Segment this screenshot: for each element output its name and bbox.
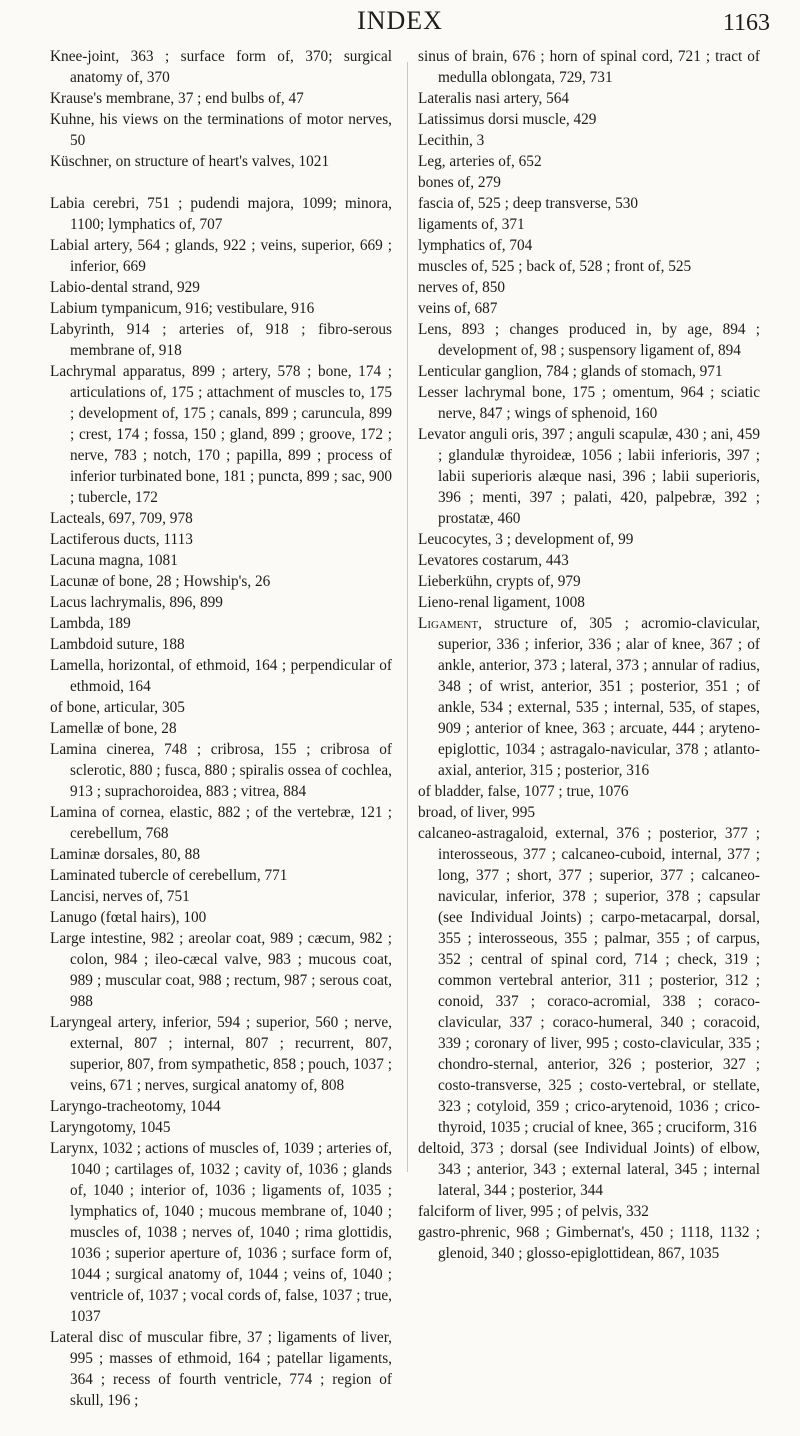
index-entry: bones of, 279: [418, 174, 501, 191]
index-entry: Lamella, horizontal, of ethmoid, 164 ; perpendicular of ethmoid, 164: [50, 657, 392, 695]
index-entry: Leucocytes, 3 ; development of, 99: [418, 531, 634, 548]
index-entry: Lamina cinerea, 748 ; cribrosa, 155 ; cribrosa of sclerotic, 880 ; fusca, 880 ; spiralis ossea of cochlea, 913 ; suprachoroidea, 883 ; vitrea, 884: [50, 741, 392, 800]
index-entry: of bone, articular, 305: [50, 699, 185, 716]
index-entry: Latissimus dorsi muscle, 429: [418, 111, 597, 128]
index-entry: broad, of liver, 995: [418, 804, 536, 821]
index-entry: Larynx, 1032 ; actions of muscles of, 1039 ; arteries of, 1040 ; cartilages of, 1032 ; cavity of, 1036 ; glands of, 1040 ; interior of, 1036 ; ligaments of, 1035 ; lymphatics of, 1040 ; mucous membrane of, 1040 ; muscles of, 1038 ; nerves of, 1040 ; rima glottidis, 1036 ; superior aperture of, 1036 ; surface form of, 1044 ; surgical anatomy of, 1044 ; veins of, 1040 ; ventricle of, 1037 ; vocal cords of, false, 1037 ; true, 1037: [50, 1140, 392, 1325]
index-entry: Large intestine, 982 ; areolar coat, 989 ; cæcum, 982 ; colon, 984 ; ileo-cæcal valve, 983 ; mucous coat, 989 ; muscular coat, 988 ; rectum, 987 ; serous coat, 988: [50, 930, 392, 1010]
index-entry: Labyrinth, 914 ; arteries of, 918 ; fibro-serous membrane of, 918: [50, 321, 392, 359]
ligament-heading: Ligament: [418, 615, 479, 632]
index-entry: Lacteals, 697, 709, 978: [50, 510, 193, 527]
index-entry: Laryngeal artery, inferior, 594 ; superior, 560 ; nerve, external, 807 ; internal, 807 ; recurrent, 807, superior, 807, from sympathetic, 858 ; pouch, 1037 ; veins, 671 ; nerves, surgical anatomy of, 808: [50, 1014, 392, 1094]
left-column: [50, 46, 392, 1411]
index-entry: Lancisi, nerves of, 751: [50, 888, 190, 905]
index-entry: Levator anguli oris, 397 ; anguli scapulæ, 430 ; ani, 459 ; glandulæ thyroideæ, 1056 ; labii inferioris, 397 ; labii superioris alæque nasi, 396 ; labii superioris, 396 ; menti, 397 ; palati, 420, palpebræ, 392 ; prostatæ, 460: [418, 426, 760, 527]
letter-gap: [50, 172, 392, 193]
right-column: [418, 46, 760, 1264]
index-entry: nerves of, 850: [418, 279, 506, 296]
index-entry: Lieno-renal ligament, 1008: [418, 594, 585, 611]
index-entry: gastro-phrenic, 968 ; Gimbernat's, 450 ; 1118, 1132 ; glenoid, 340 ; glosso-epiglottidean, 867, 1035: [418, 1224, 760, 1262]
index-entry: Knee-joint, 363 ; surface form of, 370; surgical anatomy of, 370: [50, 48, 392, 86]
index-entry: lymphatics of, 704: [418, 237, 533, 254]
index-entry: calcaneo-astragaloid, external, 376 ; posterior, 377 ; interosseous, 377 ; calcaneo-cuboid, internal, 377 ; long, 377 ; short, 377 ; superior, 377 ; calcaneo-navicular, inferior, 378 ; superior, 378 ; capsular (see Individual Joints) ; carpo-metacarpal, dorsal, 355 ; interosseous, 355 ; palmar, 355 ; of carpus, 352 ; central of spinal cord, 714 ; check, 319 ; common vertebral anterior, 311 ; posterior, 312 ; conoid, 337 ; coraco-acromial, 338 ; coraco-clavicular, 337 ; coraco-humeral, 340 ; coracoid, 339 ; coronary of liver, 995 ; costo-clavicular, 335 ; chondro-sternal, anterior, 326 ; posterior, 327 ; costo-transverse, 325 ; costo-vertebral, or stellate, 323 ; cotyloid, 359 ; crico-arytenoid, 1036 ; crico-thyroid, 1035 ; crucial of knee, 365 ; cruciform, 316: [418, 825, 760, 1136]
page-number: 1163: [722, 10, 770, 36]
index-entry: Lieberkühn, crypts of, 979: [418, 573, 581, 590]
index-entry: Lambdoid suture, 188: [50, 636, 185, 653]
index-entry: of bladder, false, 1077 ; true, 1076: [418, 783, 629, 800]
index-entry: Lacuna magna, 1081: [50, 552, 178, 569]
index-entry: Labial artery, 564 ; glands, 922 ; veins, superior, 669 ; inferior, 669: [50, 237, 392, 275]
index-entry: Laryngo-tracheotomy, 1044: [50, 1098, 221, 1115]
index-entry: Lactiferous ducts, 1113: [50, 531, 193, 548]
index-entry: Lachrymal apparatus, 899 ; artery, 578 ; bone, 174 ; articulations of, 175 ; attachment of muscles to, 175 ; development of, 175 ; canals, 899 ; caruncula, 899 ; crest, 174 ; fossa, 150 ; gland, 899 ; groove, 172 ; nerve, 783 ; notch, 170 ; papilla, 899 ; process of inferior turbinated bone, 181 ; puncta, 899 ; sac, 900 ; tubercle, 172: [50, 363, 392, 506]
index-entry: Labio-dental strand, 929: [50, 279, 200, 296]
index-entry: Kuhne, his views on the terminations of motor nerves, 50: [50, 111, 392, 149]
index-entry: Laminated tubercle of cerebellum, 771: [50, 867, 288, 884]
ligament-entry-text: , structure of, 305 ; acromio-clavicular, superior, 336 ; inferior, 336 ; alar of knee, 367 ; of ankle, anterior, 373 ; lateral, 373 ; annular of radius, 348 ; of wrist, anterior, 351 ; posterior, 351 ; of ankle, 534 ; external, 535 ; internal, 535, of stapes, 909 ; anterior of knee, 363 ; arcuate, 444 ; aryteno-epiglottic, 1034 ; astragalo-navicular, 378 ; atlanto-axial, anterior, 315 ; posterior, 316: [438, 615, 760, 779]
index-entry: Lacus lachrymalis, 896, 899: [50, 594, 223, 611]
index-entry: muscles of, 525 ; back of, 528 ; front of, 525: [418, 258, 692, 275]
index-entry: Küschner, on structure of heart's valves, 1021: [50, 153, 330, 170]
index-entry: Leg, arteries of, 652: [418, 153, 542, 170]
index-entry: Lateral disc of muscular fibre, 37 ; ligaments of liver, 995 ; masses of ethmoid, 164 ; patellar ligaments, 364 ; recess of fourth ventricle, 774 ; region of skull, 196 ;: [50, 1329, 392, 1409]
index-entry: Lens, 893 ; changes produced in, by age, 894 ; development of, 98 ; suspensory ligament of, 894: [418, 321, 760, 359]
index-entry: Laminæ dorsales, 80, 88: [50, 846, 200, 863]
index-entry: Lateralis nasi artery, 564: [418, 90, 570, 107]
index-entry: Levatores costarum, 443: [418, 552, 569, 569]
index-entry: Lanugo (fœtal hairs), 100: [50, 909, 207, 926]
index-entry: Lecithin, 3: [418, 132, 485, 149]
index-entry: Lesser lachrymal bone, 175 ; omentum, 964 ; sciatic nerve, 847 ; wings of sphenoid, 160: [418, 384, 760, 422]
column-rule: [407, 62, 408, 1172]
index-entry: fascia of, 525 ; deep transverse, 530: [418, 195, 639, 212]
index-entry: Lenticular ganglion, 784 ; glands of stomach, 971: [418, 363, 723, 380]
index-entry: Labia cerebri, 751 ; pudendi majora, 1099; minora, 1100; lymphatics of, 707: [50, 195, 392, 233]
index-entry: deltoid, 373 ; dorsal (see Individual Joints) of elbow, 343 ; anterior, 343 ; external lateral, 345 ; internal lateral, 344 ; posterior, 344: [418, 1140, 760, 1199]
index-entry: falciform of liver, 995 ; of pelvis, 332: [418, 1203, 649, 1220]
page-title: INDEX: [357, 6, 443, 35]
running-head: [0, 6, 800, 40]
index-entry: Lamellæ of bone, 28: [50, 720, 177, 737]
index-entry: Labium tympanicum, 916; vestibulare, 916: [50, 300, 315, 317]
index-entry: Lamina of cornea, elastic, 882 ; of the vertebræ, 121 ; cerebellum, 768: [50, 804, 392, 842]
index-entry: Lambda, 189: [50, 615, 131, 632]
index-entry: sinus of brain, 676 ; horn of spinal cord, 721 ; tract of medulla oblongata, 729, 731: [418, 48, 760, 86]
index-entry: Laryngotomy, 1045: [50, 1119, 171, 1136]
index-entry: Lacunæ of bone, 28 ; Howship's, 26: [50, 573, 271, 590]
index-entry: ligaments of, 371: [418, 216, 525, 233]
index-entry: veins of, 687: [418, 300, 498, 317]
index-entry: Krause's membrane, 37 ; end bulbs of, 47: [50, 90, 304, 107]
ligament-entry: [418, 613, 760, 781]
